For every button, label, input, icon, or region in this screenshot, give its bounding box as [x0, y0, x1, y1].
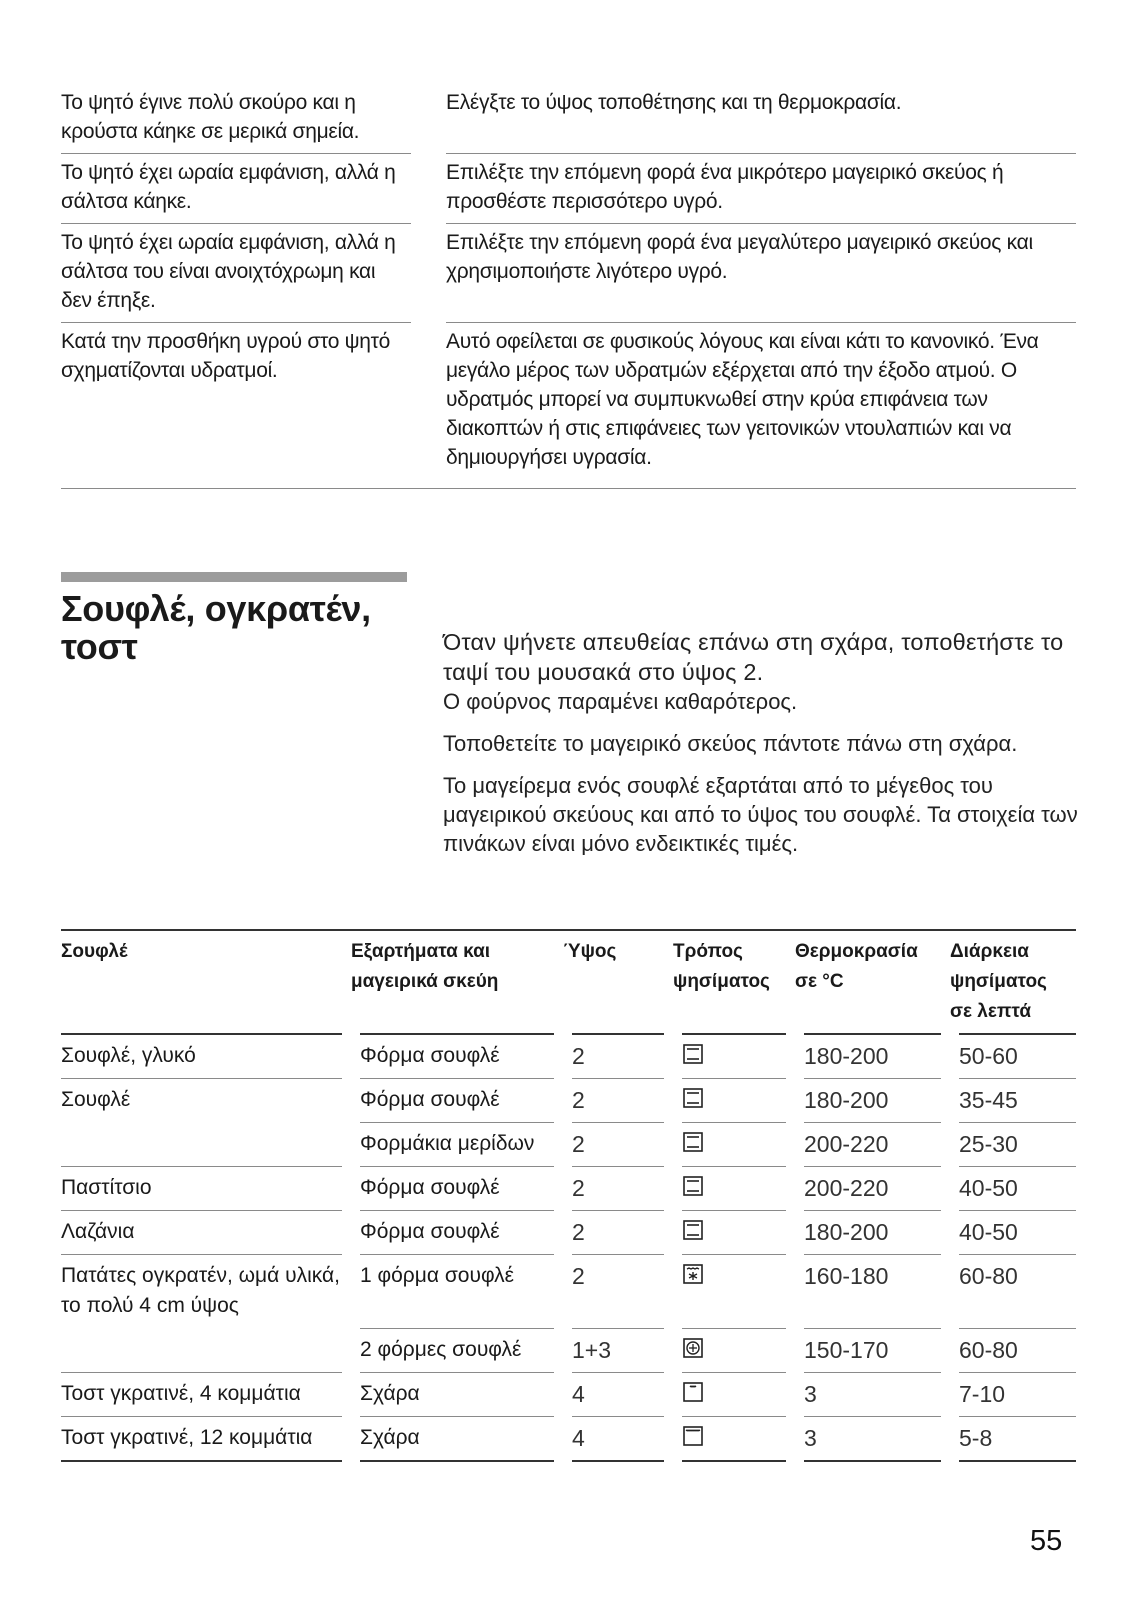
temperature-cell: 3 [795, 1372, 950, 1416]
level-cell: 1+3 [563, 1328, 673, 1372]
dish-cell: Σουφλέ, γλυκό [61, 1034, 351, 1079]
duration-cell: 7-10 [950, 1372, 1076, 1416]
top-bottom-heat-icon [682, 1043, 704, 1065]
level-cell: 4 [563, 1416, 673, 1461]
intro-paragraph: Όταν ψήνετε απευθείας επάνω στη σχάρα, τοποθετήστε το ταψί του μουσακά στο ύψος 2. [443, 629, 1064, 685]
dish-cell: Τοστ γκρατινέ, 12 κομμάτια [61, 1416, 351, 1461]
table-row [61, 1123, 1076, 1167]
dish-cell: Σουφλέ [61, 1079, 351, 1123]
problem-text: Το ψητό έγινε πολύ σκούρο και η κρούστα κάηκε σε μερικά σημεία. [61, 84, 411, 154]
column-header-mode: Τρόπος ψησίματος [673, 930, 795, 1034]
accessory-cell: 1 φόρμα σουφλέ [351, 1255, 563, 1329]
level-cell: 2 [563, 1211, 673, 1255]
remedy-text: Επιλέξτε την επόμενη φορά ένα μεγαλύτερο μαγειρικό σκεύος και χρησιμοποιήστε λιγότερο υγρό. [446, 224, 1076, 323]
dish-cell: Λαζάνια [61, 1211, 351, 1255]
duration-cell: 35-45 [950, 1079, 1076, 1123]
temperature-cell: 3 [795, 1416, 950, 1461]
section-title: Σουφλέ, ογκρατέν, τοστ [61, 588, 371, 667]
intro-paragraph: Το μαγείρεμα ενός σουφλέ εξαρτάται από το μέγεθος του μαγειρικού σκεύους και από το ύψος του σουφλέ. Τα στοιχεία των πινάκων είναι μόνο ενδεικτικές τιμές. [443, 773, 1078, 856]
top-bottom-heat-icon [682, 1087, 704, 1109]
duration-cell: 60-80 [950, 1255, 1076, 1329]
hot-air-grill-icon [682, 1263, 704, 1285]
table-row [61, 1079, 1076, 1123]
mode-cell [673, 1372, 795, 1416]
dish-cell: Τοστ γκρατινέ, 4 κομμάτια [61, 1372, 351, 1416]
table-row [61, 1167, 1076, 1211]
mode-cell [673, 1416, 795, 1461]
accessory-cell: Φόρμα σουφλέ [351, 1079, 563, 1123]
mode-cell [673, 1328, 795, 1372]
column-header-dish: Σουφλέ [61, 930, 351, 1034]
level-cell: 4 [563, 1372, 673, 1416]
accessory-cell: Φόρμα σουφλέ [351, 1167, 563, 1211]
accessory-cell: Σχάρα [351, 1372, 563, 1416]
table-header-row [61, 930, 1076, 1034]
top-bottom-heat-icon [682, 1219, 704, 1241]
table-row [61, 1328, 1076, 1372]
duration-cell: 40-50 [950, 1167, 1076, 1211]
top-bottom-heat-icon [682, 1131, 704, 1153]
troubleshooting-row [61, 154, 1076, 224]
level-cell: 2 [563, 1167, 673, 1211]
column-header-level: Ύψος [563, 930, 673, 1034]
fan-heat-icon [682, 1337, 704, 1359]
problem-text: Κατά την προσθήκη υγρού στο ψητό σχηματίζονται υδρατμοί. [61, 330, 391, 382]
duration-cell: 40-50 [950, 1211, 1076, 1255]
table-row [61, 1416, 1076, 1461]
mode-cell [673, 1123, 795, 1167]
souffle-table [61, 929, 1076, 1462]
level-cell: 2 [563, 1255, 673, 1329]
duration-cell: 5-8 [950, 1416, 1076, 1461]
mode-cell [673, 1255, 795, 1329]
mode-cell [673, 1079, 795, 1123]
column-header-temperature: Θερμοκρασία σε °C [795, 930, 950, 1034]
accessory-cell: 2 φόρμες σουφλέ [351, 1328, 563, 1372]
temperature-cell: 200-220 [795, 1123, 950, 1167]
table-row [61, 1372, 1076, 1416]
top-bottom-heat-icon [682, 1175, 704, 1197]
duration-cell: 60-80 [950, 1328, 1076, 1372]
mode-cell [673, 1034, 795, 1079]
remedy-text: Επιλέξτε την επόμενη φορά ένα μικρότερο μαγειρικό σκεύος ή προσθέστε περισσότερο υγρό. [446, 154, 1076, 224]
troubleshooting-table [61, 84, 1076, 479]
temperature-cell: 160-180 [795, 1255, 950, 1329]
section-heading-bar [61, 572, 407, 582]
temperature-cell: 200-220 [795, 1167, 950, 1211]
remedy-text: Ελέγξτε το ύψος τοποθέτησης και τη θερμοκρασία. [446, 84, 1076, 154]
table-row [61, 1255, 1076, 1329]
remedy-text: Αυτό οφείλεται σε φυσικούς λόγους και είναι κάτι το κανονικό. Ένα μεγάλο μέρος των υδρατμών εξέρχεται από την έξοδο ατμού. Ο υδρατμός μπορεί να συμπυκνωθεί στην κρύα επιφάνεια των διακοπτών ή στις επιφάνειες των γειτονικών ντουλαπιών και να δημιουργήσει υγρασία. [446, 330, 1039, 469]
column-header-duration: Διάρκεια ψησίματος σε λεπτά [950, 930, 1076, 1034]
column-header-accessory: Εξαρτήματα και μαγειρικά σκεύη [351, 930, 563, 1034]
accessory-cell: Σχάρα [351, 1416, 563, 1461]
dish-cell: Παστίτσιο [61, 1167, 351, 1211]
troubleshooting-row [61, 224, 1076, 323]
temperature-cell: 180-200 [795, 1034, 950, 1079]
table-row [61, 1211, 1076, 1255]
table-row [61, 1034, 1076, 1079]
troubleshooting-row [61, 323, 1076, 479]
duration-cell: 50-60 [950, 1034, 1076, 1079]
problem-text: Το ψητό έχει ωραία εμφάνιση, αλλά η σάλτσα κάηκε. [61, 154, 411, 224]
intro-paragraph: Τοποθετείτε το μαγειρικό σκεύος πάντοτε πάνω στη σχάρα. [443, 731, 1018, 756]
temperature-cell: 180-200 [795, 1211, 950, 1255]
temperature-cell: 150-170 [795, 1328, 950, 1372]
level-cell: 2 [563, 1123, 673, 1167]
level-cell: 2 [563, 1034, 673, 1079]
temperature-cell: 180-200 [795, 1079, 950, 1123]
accessory-cell: Φόρμα σουφλέ [351, 1034, 563, 1079]
intro-paragraph: Ο φούρνος παραμένει καθαρότερος. [443, 689, 798, 714]
dish-cell [61, 1123, 351, 1167]
duration-cell: 25-30 [950, 1123, 1076, 1167]
mode-cell [673, 1167, 795, 1211]
dish-cell: Πατάτες ογκρατέν, ωμά υλικά, το πολύ 4 cm ύψος [61, 1255, 351, 1329]
page-number: 55 [1030, 1525, 1063, 1557]
large-grill-icon [682, 1425, 704, 1447]
accessory-cell: Φόρμα σουφλέ [351, 1211, 563, 1255]
level-cell: 2 [563, 1079, 673, 1123]
problem-text: Το ψητό έχει ωραία εμφάνιση, αλλά η σάλτσα του είναι ανοιχτόχρωμη και δεν έπηξε. [61, 224, 411, 323]
troubleshooting-row [61, 84, 1076, 154]
accessory-cell: Φορμάκια μερίδων [351, 1123, 563, 1167]
dish-cell [61, 1328, 351, 1372]
table-divider [61, 488, 1076, 489]
small-grill-icon [682, 1381, 704, 1403]
section-intro [443, 627, 1083, 871]
mode-cell [673, 1211, 795, 1255]
